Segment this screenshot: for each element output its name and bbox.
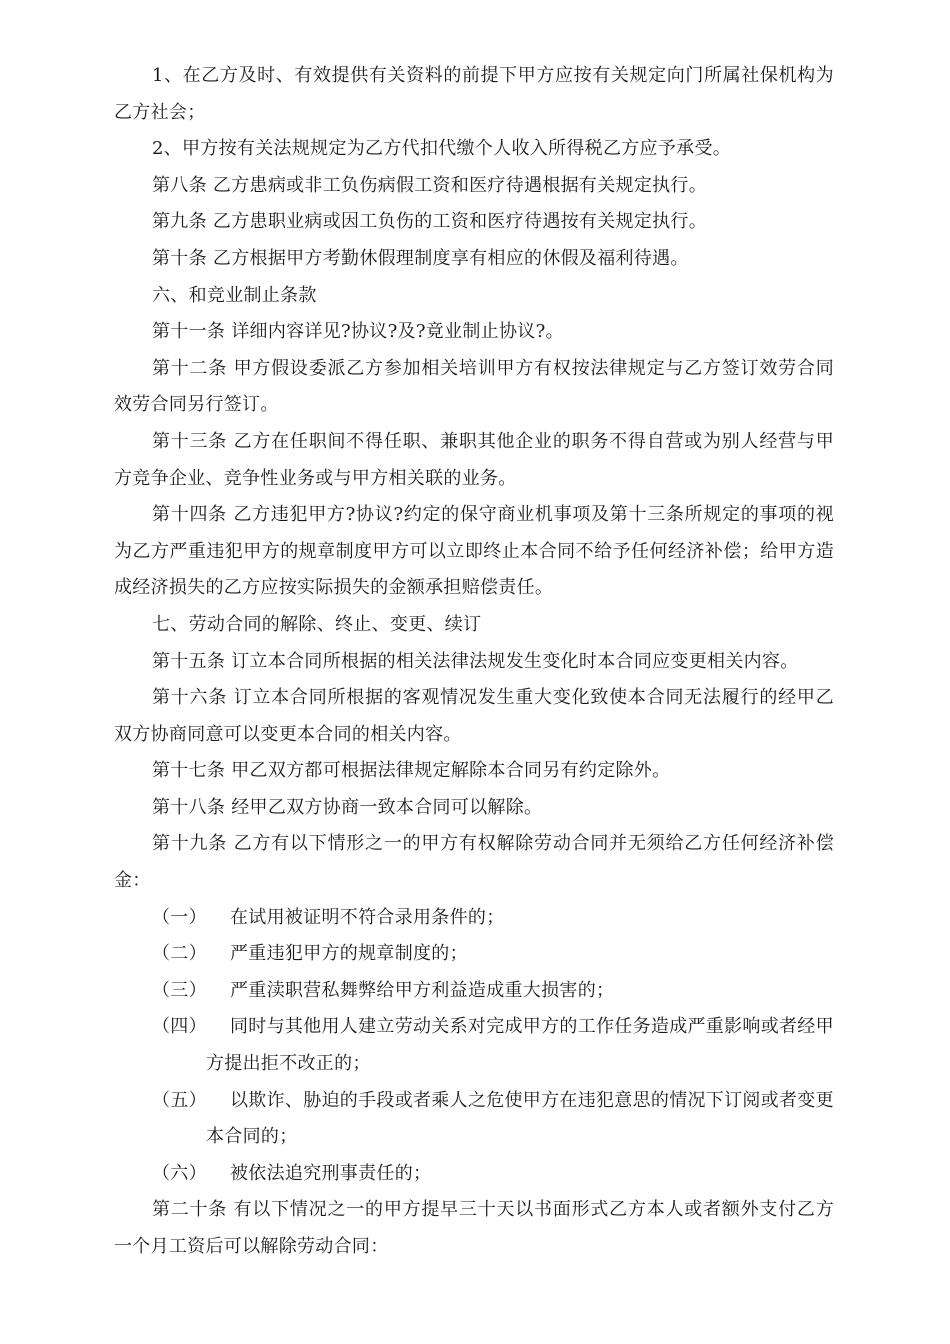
list-item <box>114 900 834 937</box>
list-item <box>114 1083 834 1156</box>
list-item-number: （三） <box>152 979 207 1001</box>
section-heading-6: 六、和竞业制止条款 <box>152 284 317 306</box>
article-13: 第十三条 乙方在任职间不得任职、兼职其他企业的职务不得自营或为别人经营与甲方竞争企业、竞争性业务或与甲方相关联的业务。 <box>114 430 834 489</box>
list-item-text: 被依法追究刑事责任的； <box>230 1162 432 1184</box>
list-item-text: 严重违犯甲方的规章制度的； <box>230 943 468 965</box>
article-14: 第十四条 乙方违犯甲方?协议?约定的保守商业机事项及第十三条所规定的事项的视为乙方严重违犯甲方的规章制度甲方可以立即终止本合同不给予任何经济补偿；给甲方造成经济损失的乙方应按实际损失的金额承担赔偿责任。 <box>114 504 834 599</box>
document-page <box>114 58 834 1266</box>
list-item-number: （一） <box>152 906 207 928</box>
article-15: 第十五条 订立本合同所根据的相关法律法规发生变化时本合同应变更相关内容。 <box>152 650 799 672</box>
article-9: 第九条 乙方患职业病或因工负伤的工资和医疗待遇按有关规定执行。 <box>152 211 708 233</box>
list-item-number: （二） <box>152 943 207 965</box>
list-item-number: （五） <box>152 1089 207 1111</box>
article-16: 第十六条 订立本合同所根据的客观情况发生重大变化致使本合同无法履行的经甲乙双方协商同意可以变更本合同的相关内容。 <box>114 687 834 745</box>
clause-social-insurance: 1、在乙方及时、有效提供有关资料的前提下甲方应按有关规定向门所属社保机构为乙方社会； <box>114 65 834 123</box>
article-17: 第十七条 甲乙双方都可根据法律规定解除本合同另有约定除外。 <box>152 760 671 782</box>
article-20: 第二十条 有以下情况之一的甲方提早三十天以书面形式乙方本人或者额外支付乙方一个月工资后可以解除劳动合同： <box>114 1199 834 1257</box>
article-19: 第十九条 乙方有以下情形之一的甲方有权解除劳动合同并无须给乙方任何经济补偿金： <box>114 833 834 892</box>
list-item-number: （六） <box>152 1162 207 1184</box>
list-item <box>114 1156 834 1193</box>
clause-income-tax: 2、甲方按有关法规规定为乙方代扣代缴个人收入所得税乙方应予承受。 <box>152 138 732 160</box>
article-12: 第十二条 甲方假设委派乙方参加相关培训甲方有权按法律规定与乙方签订效劳合同效劳合同另行签订。 <box>114 357 834 416</box>
section-heading-7: 七、劳动合同的解除、终止、变更、续订 <box>152 613 482 635</box>
list-item <box>114 936 834 973</box>
list-item-text: 在试用被证明不符合录用条件的； <box>230 906 505 928</box>
article-8: 第八条 乙方患病或非工负伤病假工资和医疗待遇根据有关规定执行。 <box>152 174 708 196</box>
list-item-text: 以欺诈、胁迫的手段或者乘人之危使甲方在违犯意思的情况下订阅或者变更本合同的； <box>206 1089 834 1148</box>
list-item <box>114 1009 834 1082</box>
article-18: 第十八条 经甲乙双方协商一致本合同可以解除。 <box>152 796 543 818</box>
list-item <box>114 973 834 1010</box>
list-item-text: 严重渎职营私舞弊给甲方利益造成重大损害的； <box>230 979 615 1001</box>
list-item-number: （四） <box>152 1016 207 1038</box>
article-10: 第十条 乙方根据甲方考勤休假理制度享有相应的休假及福利待遇。 <box>152 247 689 269</box>
article-11: 第十一条 详细内容详见?协议?及?竟业制止协议?。 <box>152 321 564 343</box>
list-item-text: 同时与其他用人建立劳动关系对完成甲方的工作任务造成严重影响或者经甲方提出拒不改正的； <box>206 1016 834 1075</box>
